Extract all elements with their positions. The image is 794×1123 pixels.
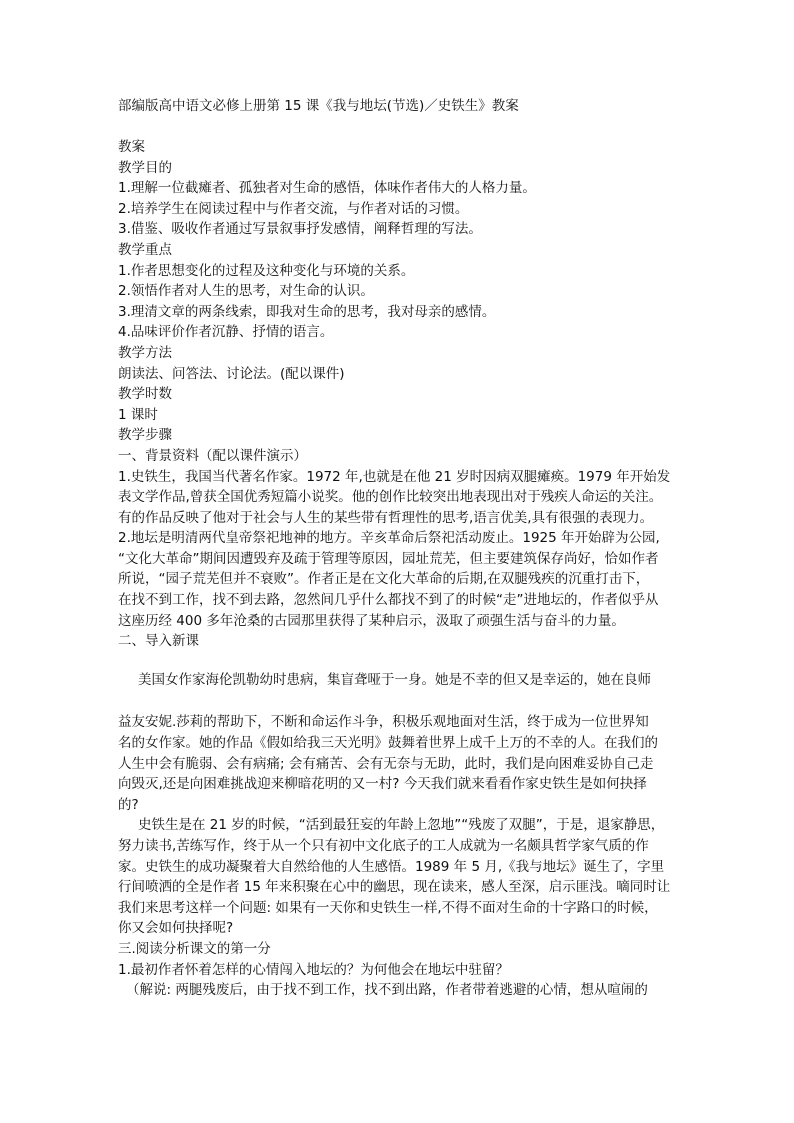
text-line: 向毁灭,还是向困难挑战迎来柳暗花明的又一村? 今天我们就来看看作家史铁生是如何抉择 — [118, 776, 647, 793]
text-line: 1.理解一位截瘫者、孤独者对生命的感悟，体味作者伟大的人格力量。 — [118, 180, 536, 197]
text-line: 名的女作家。她的作品《假如给我三天光明》鼓舞着世界上成千上万的不幸的人。在我们的 — [118, 735, 658, 752]
text-line: 表文学作品,曾获全国优秀短篇小说奖。他的创作比较突出地表现出对于残疾人命运的关注。 — [118, 489, 663, 506]
section-heading: 二、导入新课 — [118, 633, 199, 650]
text-line: 的? — [118, 796, 139, 813]
paragraph-first-line: 美国女作家海伦凯勒幼时患病，集盲聋哑于一身。她是不幸的但又是幸运的，她在良师 — [138, 671, 651, 688]
text-line: 有的作品反映了他对于社会与人生的某些带有哲理性的思考,语言优美,具有很强的表现力。 — [118, 509, 654, 526]
section-heading: 教学步骤 — [118, 427, 172, 444]
text-line: 所说，“园子荒芜但并不衰败”。作者正是在文化大革命的后期,在双腿残疾的沉重打击下， — [118, 571, 650, 588]
text-line: 1.史铁生，我国当代著名作家。1972 年,也就是在他 21 岁时因病双腿瘫痪。1979 年开始发 — [118, 468, 671, 485]
text-line: 教案 — [118, 139, 145, 155]
text-line: 3.理清文章的两条线索，即我对生命的思考，我对母亲的感情。 — [118, 303, 496, 320]
text-line: 1.作者思想变化的过程及这种变化与环境的关系。 — [118, 262, 415, 279]
section-heading: 教学目的 — [118, 159, 172, 176]
text-line: 1 课时 — [118, 406, 158, 423]
section-heading: 三.阅读分析课文的第一分 — [118, 940, 271, 957]
text-line: 4.品味评价作者沉静、抒情的语言。 — [118, 324, 334, 341]
spacer — [118, 652, 690, 670]
text-line: 益友安妮.莎莉的帮助下，不断和命运作斗争，积极乐观地面对生活，终于成为一位世界知 — [118, 714, 649, 731]
text-line: 我们来思考这样一个问题: 如果有一天你和史铁生一样,不得不面对生命的十字路口的时候， — [118, 899, 658, 916]
text-line: 3.借鉴、吸收作者通过写景叙事抒发感情，阐释哲理的写法。 — [118, 221, 482, 238]
section-heading: 教学重点 — [118, 241, 172, 258]
text-line: 在找不到工作，找不到去路，忽然间几乎什么都找不到了的时候“走”进地坛的，作者似乎从 — [118, 592, 659, 609]
section-heading: 教学时数 — [118, 386, 172, 403]
paragraph-first-line: 史铁生是在 21 岁的时候，“活到最狂妄的年龄上忽地”“残废了双腿”，于是，退家静思， — [138, 817, 665, 834]
text-line: 2.领悟作者对人生的思考，对生命的认识。 — [118, 283, 374, 300]
text-line: 这座历经 400 多年沧桑的古园那里获得了某种启示，汲取了顽强生活与奋斗的力量。 — [118, 612, 625, 629]
section-heading: 教学方法 — [118, 344, 172, 361]
text-line: “文化大革命”期间因遭毁弃及疏于管理等原因，园址荒芜，但主要建筑保存尚好，恰如作者 — [118, 550, 659, 567]
text-line: （解说: 两腿残废后，由于找不到工作，找不到出路，作者带着逃避的心情，想从喧闹的 — [126, 982, 648, 999]
document-body — [118, 137, 690, 1001]
text-line: 一、背景资料（配以课件演示） — [118, 447, 307, 464]
text-line: 2.培养学生在阅读过程中与作者交流，与作者对话的习惯。 — [118, 200, 469, 217]
text-line: 2.地坛是明清两代皇帝祭祀地神的地方。辛亥革命后祭祀活动废止。1925 年开始辟为公园, — [118, 530, 660, 547]
text-line: 人生中会有脆弱、会有病痛; 会有痛苦、会有无奈与无助，此时，我们是向困难妥协自己走 — [118, 755, 654, 772]
document-title: 部编版高中语文必修上册第 15 课《我与地坛(节选)／史铁生》教案 — [118, 98, 519, 114]
text-line: 家。史铁生的成功凝聚着大自然给他的人生感悟。1989 年 5 月,《我与地坛》诞生了，字里 — [118, 858, 665, 875]
text-line: 1.最初作者怀着怎样的心情闯入地坛的？为何他会在地坛中驻留？ — [118, 961, 509, 978]
text-line: 努力读书,苦练写作，终于从一个只有初中文化底子的工人成就为一名颇具哲学家气质的作 — [118, 838, 649, 854]
text-line: 朗读法、问答法、讨论法。(配以课件) — [118, 365, 345, 382]
text-line: 行间喷洒的全是作者 15 年来积聚在心中的幽思，现在读来，感人至深，启示匪浅。嘀同时让 — [118, 879, 671, 896]
spacer — [118, 690, 690, 712]
text-line: 你又会如何抉择呢? — [118, 920, 234, 937]
